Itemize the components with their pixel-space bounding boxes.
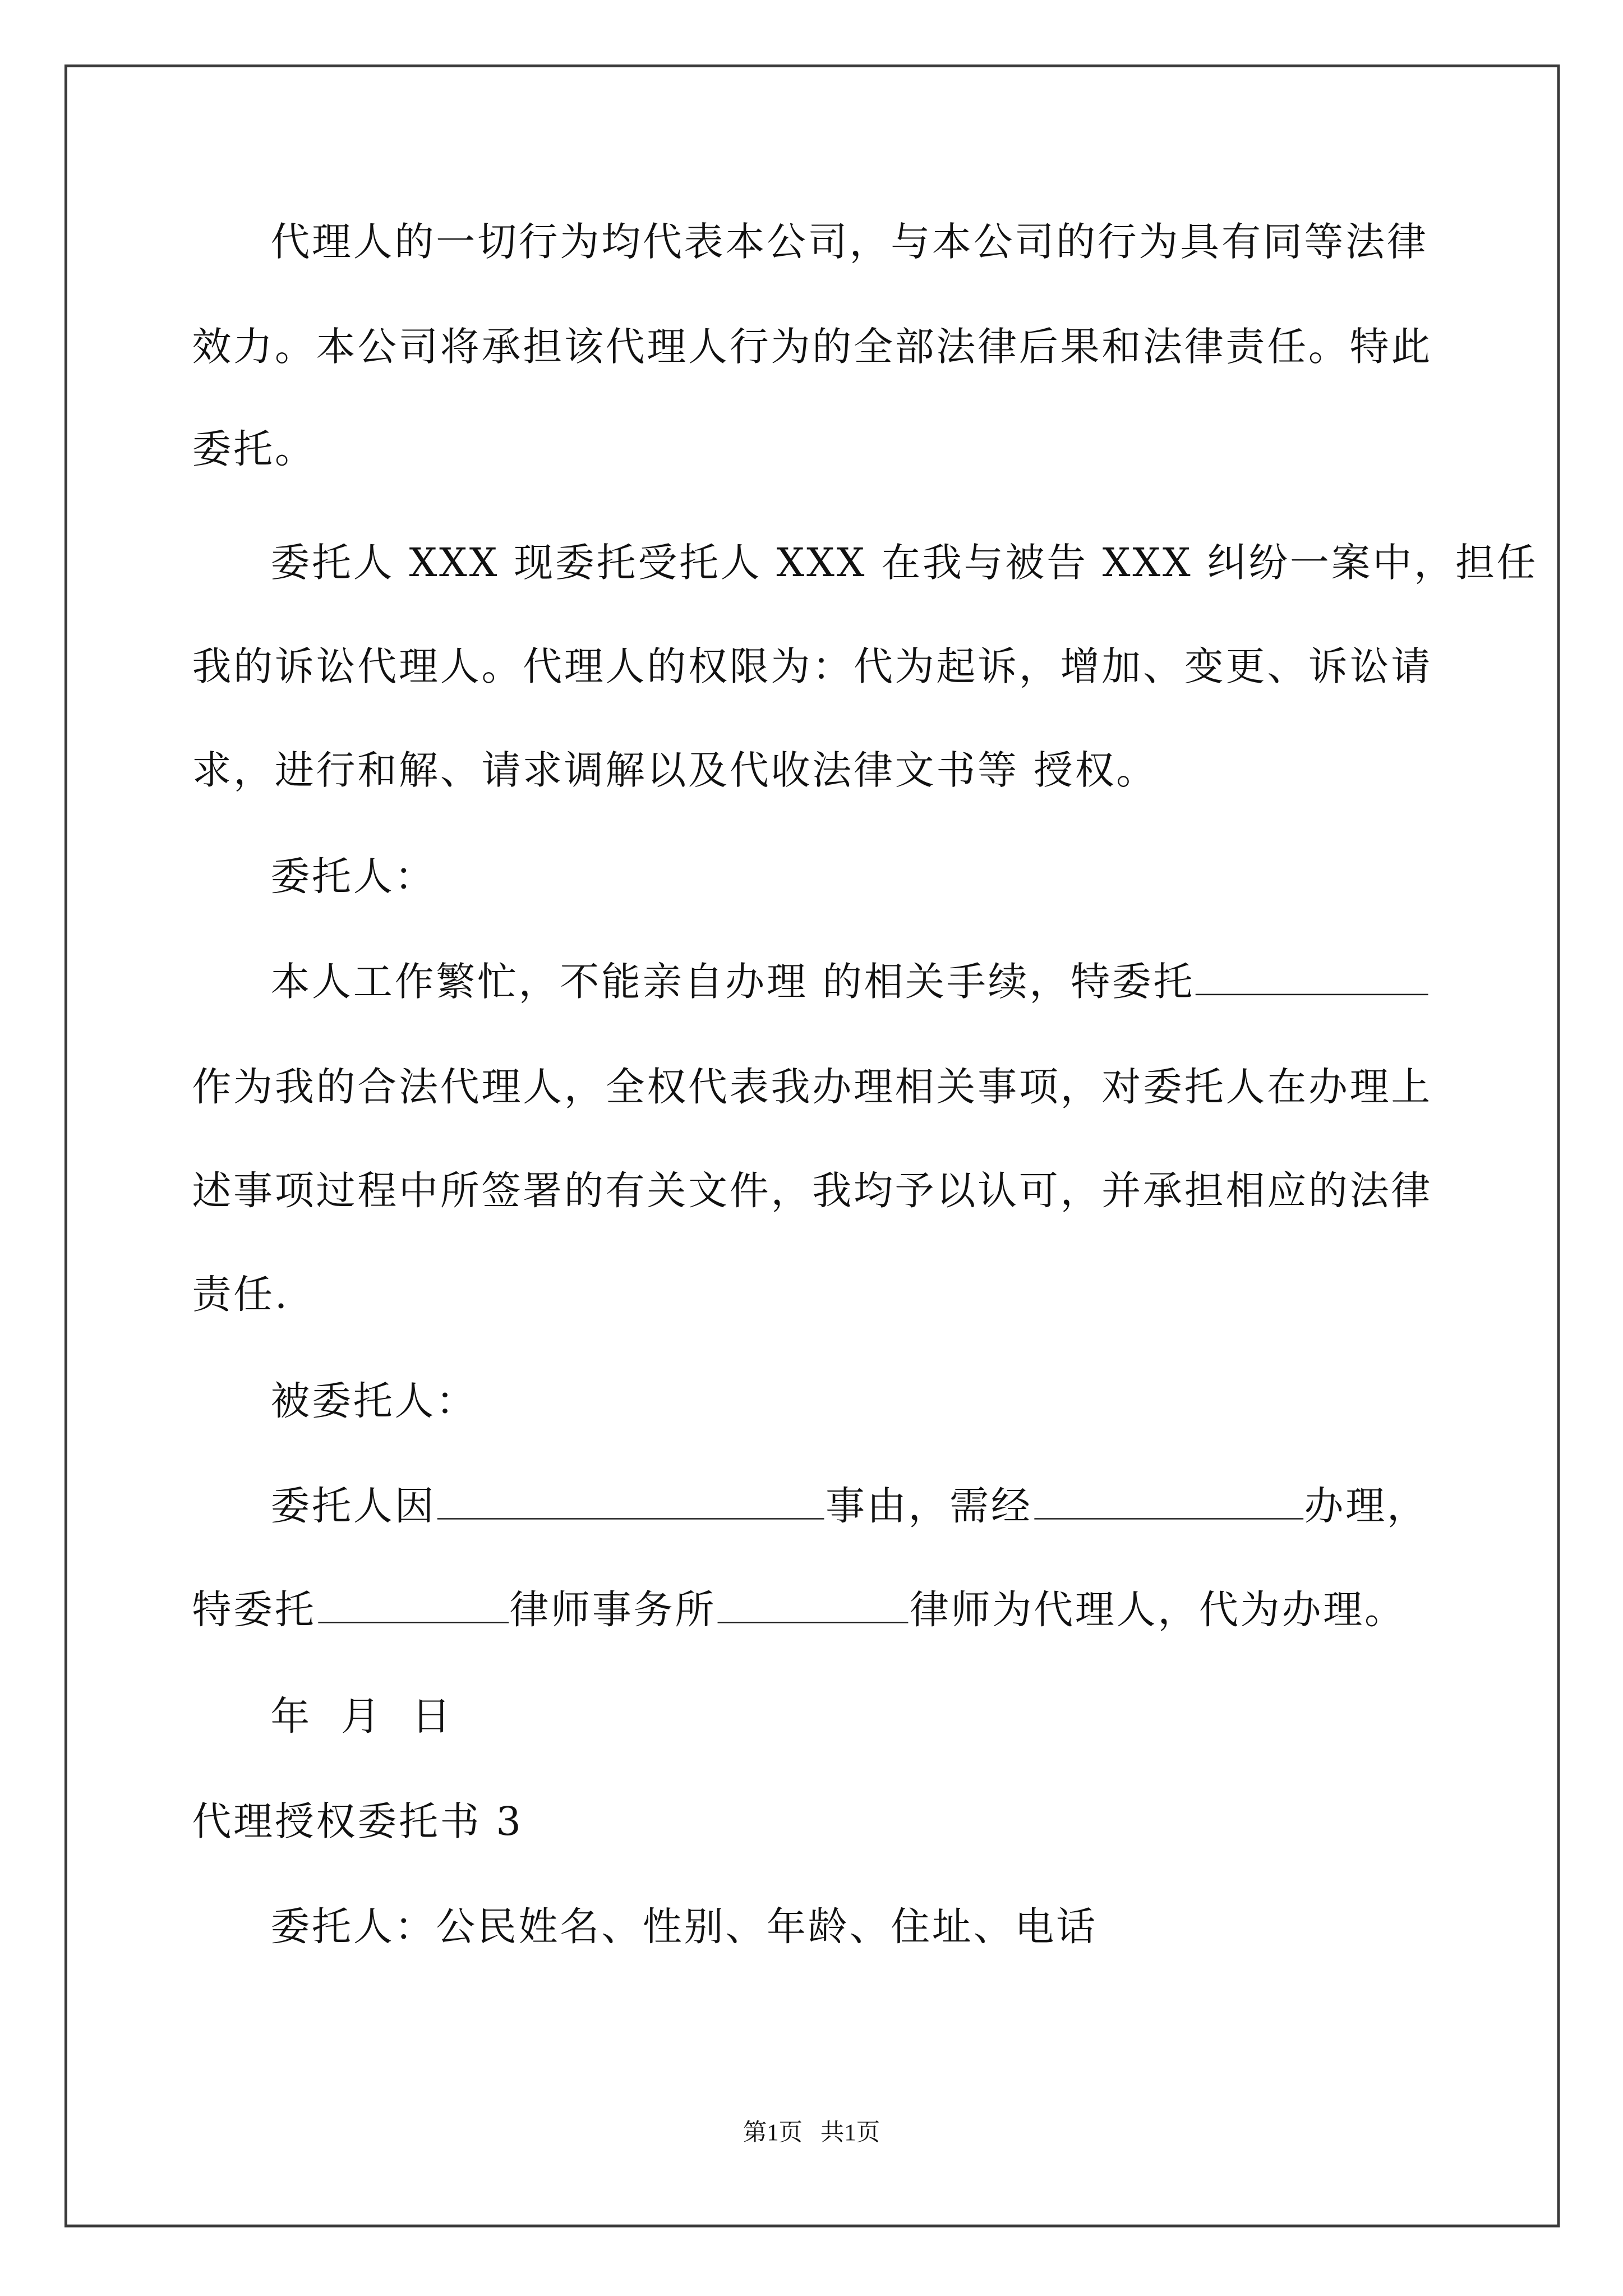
paragraph-line: 我的诉讼代理人。代理人的权限为：代为起诉，增加、变更、诉讼请 xyxy=(192,643,1433,690)
agent-label: 被委托人： xyxy=(270,1378,477,1424)
line-text: 事由，需经 xyxy=(826,1483,1032,1530)
fill-blank xyxy=(1034,1484,1303,1519)
paragraph-line xyxy=(270,1481,1428,1532)
paragraph-line xyxy=(192,1585,1405,1636)
date-line: 年 月 日 xyxy=(270,1693,453,1740)
paragraph-line xyxy=(270,958,1430,1008)
fill-blank xyxy=(437,1484,824,1519)
paragraph-line: 委托人：公民姓名、性别、年龄、住址、电话 xyxy=(270,1903,1098,1950)
fill-blank xyxy=(317,1588,508,1623)
page-number: 第1页 共1页 xyxy=(743,2119,880,2146)
line-text: 律师为代理人，代为办理。 xyxy=(909,1586,1406,1634)
paragraph-line: 效力。本公司将承担该代理人行为的全部法律后果和法律责任。特此 xyxy=(192,324,1433,370)
paragraph-line: 求，进行和解、请求调解以及代收法律文书等 授权。 xyxy=(192,747,1158,794)
section-title: 代理授权委托书 3 xyxy=(192,1798,523,1845)
fill-blank xyxy=(718,1588,909,1623)
line-text: 本人工作繁忙，不能亲自办理 的相关手续，特委托 xyxy=(270,959,1195,1005)
line-text: 特委托 xyxy=(192,1586,316,1634)
line-text: 律师事务所 xyxy=(509,1586,717,1634)
paragraph-line: 委托。 xyxy=(192,426,316,473)
paragraph-line: 代理人的一切行为均代表本公司，与本公司的行为具有同等法律 xyxy=(270,218,1428,265)
paragraph-line: 述事项过程中所签署的有关文件，我均予以认可，并承担相应的法律 xyxy=(192,1167,1433,1214)
principal-label: 委托人： xyxy=(270,853,436,900)
line-text: 委托人因 xyxy=(270,1483,436,1530)
paragraph-line: 作为我的合法代理人，全权代表我办理相关事项，对委托人在办理上 xyxy=(192,1064,1433,1111)
paragraph-line: 委托人 XXX 现委托受托人 XXX 在我与被告 XXX 纠纷一案中，担任 xyxy=(270,540,1538,586)
fill-blank xyxy=(1196,960,1429,995)
paragraph-line: 责任. xyxy=(192,1271,289,1318)
line-text: 办理， xyxy=(1304,1483,1428,1530)
